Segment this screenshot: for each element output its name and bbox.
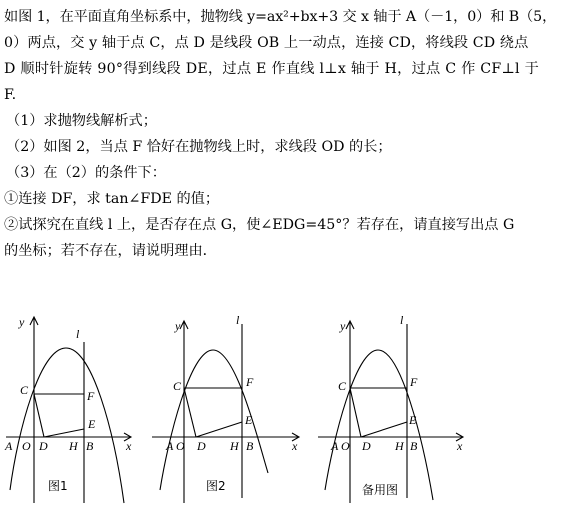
label-B: B	[410, 439, 418, 453]
label-D: D	[362, 439, 371, 453]
segment-DE	[196, 422, 242, 437]
segment-CD	[184, 388, 196, 437]
label-F: F	[410, 375, 418, 389]
segment-DE	[361, 422, 407, 437]
label-D: D	[197, 439, 206, 453]
parabola	[325, 350, 433, 500]
question-1: （1）求抛物线解析式；	[6, 113, 157, 129]
label-y: y	[340, 319, 346, 333]
figures-row	[0, 310, 564, 509]
label-O: O	[341, 439, 350, 453]
label-O: O	[22, 439, 31, 453]
label-A: A	[331, 439, 339, 453]
label-B: B	[246, 439, 254, 453]
label-l: l	[76, 327, 80, 341]
segment-CD	[350, 388, 361, 437]
label-y: y	[175, 319, 181, 333]
question-2: （2）如图 2，当点 F 恰好在抛物线上时，求线段 OD 的长；	[6, 139, 392, 155]
label-D: D	[39, 439, 48, 453]
label-E: E	[245, 413, 253, 427]
question-3-part-1: ①连接 DF，求 tan∠FDE 的值；	[4, 191, 220, 207]
question-3-part-2-line-1: ②试探究在直线 l 上，是否存在点 G，使∠EDG=45°？若存在，请直接写出点 G	[4, 217, 515, 233]
label-C: C	[338, 379, 347, 393]
problem-text	[4, 4, 560, 264]
figure-2	[152, 313, 299, 503]
label-x: x	[457, 439, 463, 453]
label-H: H	[230, 439, 239, 453]
intro-line-4: F.	[4, 87, 17, 103]
label-H: H	[69, 439, 78, 453]
intro-line-2: 0）两点，交 y 轴于点 C，点 D 是线段 OB 上一动点，连接 CD，将线段 CD 绕点	[4, 35, 529, 51]
figure-3-caption: 备用图	[362, 483, 399, 497]
figure-1	[4, 315, 132, 503]
label-H: H	[395, 439, 404, 453]
label-y: y	[19, 315, 25, 329]
figure-1-caption: 图1	[48, 479, 68, 493]
figure-2-caption: 图2	[206, 479, 226, 493]
label-F: F	[246, 375, 254, 389]
label-B: B	[86, 439, 94, 453]
intro-line-3: D 顺时针旋转 90°得到线段 DE，过点 E 作直线 l⊥x 轴于 H，过点 C 作 CF⊥l 于	[4, 61, 540, 77]
question-3-part-2-line-2: 的坐标；若不存在，请说明理由．	[4, 243, 217, 259]
label-x: x	[292, 439, 298, 453]
label-x: x	[126, 439, 132, 453]
label-C: C	[173, 379, 182, 393]
label-E: E	[88, 417, 96, 431]
label-E: E	[409, 413, 417, 427]
segment-DE	[44, 429, 84, 437]
label-A: A	[166, 439, 174, 453]
label-F: F	[87, 389, 95, 403]
label-O: O	[176, 439, 185, 453]
label-l: l	[236, 313, 240, 327]
label-l: l	[400, 313, 404, 327]
segment-CD	[34, 394, 44, 437]
intro-line-1: 如图 1，在平面直角坐标系中，抛物线 y=ax²+bx+3 交 x 轴于 A（－1，0）和 B（5，	[4, 9, 557, 25]
figure-3	[318, 313, 463, 503]
question-3: （3）在（2）的条件下：	[6, 165, 166, 181]
label-C: C	[20, 383, 29, 397]
label-A: A	[5, 439, 13, 453]
